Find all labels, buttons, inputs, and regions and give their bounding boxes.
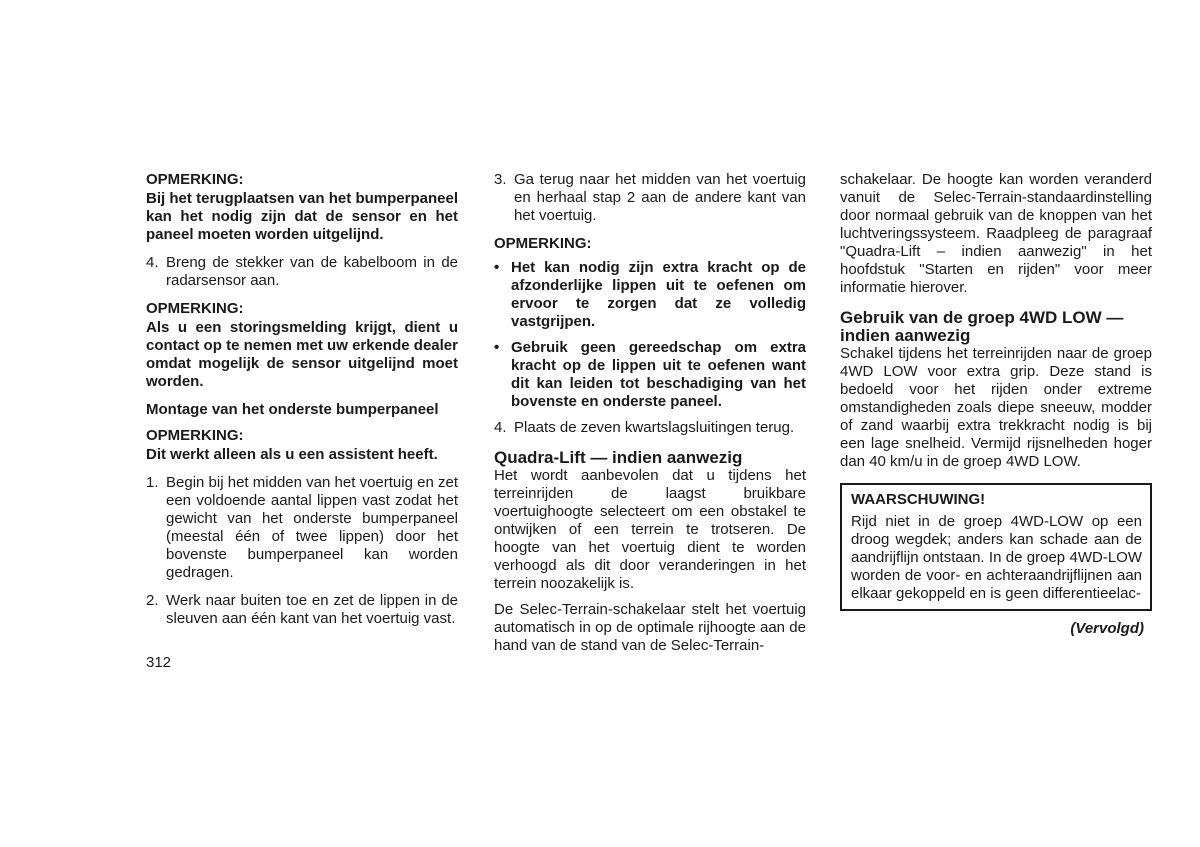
step-text: Begin bij het midden van het voertuig en zet een voldoende aantal lippen vast zodat het gewicht van het onderste bumperpaneel (meestal één of twee lippen) door het bovenste bumperpaneel kan worden gedragen. [166, 474, 458, 581]
continued-label: (Vervolgd) [1070, 620, 1144, 637]
step-number: 2. [146, 592, 159, 609]
paragraph: Schakel tijdens het terreinrijden naar de groep 4WD LOW voor extra grip. Deze stand is bedoeld voor het rijden onder extreme omstandigheden zoals diepe sneeuw, modder of zand waarbij extra trekkracht nodig is bij een lage snelheid. Vermijd rijsnelheden hoger dan 40 km/u in de groep 4WD LOW. [840, 345, 1152, 470]
section-heading-line: Gebruik van de groep 4WD LOW — [840, 308, 1124, 327]
step-2 [146, 592, 458, 628]
note-title: OPMERKING: [146, 427, 244, 444]
section-subheading: Montage van het onderste bumperpaneel [146, 401, 439, 418]
section-heading: Quadra-Lift — indien aanwezig [494, 448, 743, 467]
warning-title: WAARSCHUWING! [851, 491, 986, 508]
step-3 [494, 171, 806, 225]
column-left [146, 171, 458, 628]
step-text: Breng de stekker van de kabelboom in de radarsensor aan. [166, 254, 458, 289]
bullet-marker: • [494, 259, 500, 276]
step-number: 4. [146, 254, 159, 271]
paragraph: Het wordt aanbevolen dat u tijdens het terreinrijden de laagst bruikbare voertuighoogte selecteert om een obstakel te ontwijken of een terrein te trotseren. De hoogte van het voertuig dient te worden verhoogd als dit door veranderingen in het terrein noozakelijk is. [494, 467, 806, 592]
note-title: OPMERKING: [494, 235, 592, 252]
step-4 [146, 254, 458, 290]
step-4 [494, 419, 806, 437]
step-number: 4. [494, 419, 507, 436]
step-1 [146, 474, 458, 582]
section-heading-line: indien aanwezig [840, 326, 971, 345]
step-text: Plaats de zeven kwartslagsluitingen terug. [514, 419, 795, 436]
section-heading [840, 309, 1152, 345]
step-number: 3. [494, 171, 507, 188]
note-body: Bij het terugplaatsen van het bumperpaneel kan het nodig zijn dat de sensor en het paneel moeten worden uitgelijnd. [146, 190, 458, 243]
step-text: Ga terug naar het midden van het voertuig en herhaal stap 2 aan de andere kant van het voertuig. [514, 171, 806, 224]
bullet-text: Gebruik geen gereedschap om extra kracht op de lippen uit te oefenen want dit kan leiden tot beschadiging van het bovenste en onderste paneel. [511, 339, 806, 410]
note-body: Dit werkt alleen als u een assistent heeft. [146, 446, 438, 463]
paragraph-continued: schakelaar. De hoogte kan worden veranderd vanuit de Selec-Terrain-standaardinstelling door normaal gebruik van de knoppen van het luchtveringssysteem. Raadpleeg de paragraaf "Quadra-Lift – indien aanwezig" in het hoofdstuk "Starten en rijden" voor meer informatie hierover. [840, 171, 1152, 296]
step-number: 1. [146, 474, 159, 491]
warning-box [840, 483, 1152, 611]
bullet-item [494, 339, 806, 411]
bullet-text: Het kan nodig zijn extra kracht op de afzonderlijke lippen uit te oefenen om ervoor te zorgen dat ze volledig vastgrijpen. [511, 259, 806, 330]
bullet-marker: • [494, 339, 500, 356]
note-title: OPMERKING: [146, 171, 244, 188]
warning-body: Rijd niet in de groep 4WD-LOW op een droog wegdek; anders kan schade aan de aandrijflijn ontstaan. In de groep 4WD-LOW worden de voor- en achteraandrijflijnen aan elkaar gekoppeld en is geen differentieelac- [851, 513, 1142, 602]
note-title: OPMERKING: [146, 300, 244, 317]
column-right [840, 171, 1152, 638]
page-number: 312 [146, 654, 172, 671]
step-text: Werk naar buiten toe en zet de lippen in de sleuven aan één kant van het voertuig vast. [166, 592, 458, 627]
note-body: Als u een storingsmelding krijgt, dient u contact op te nemen met uw erkende dealer omdat mogelijk de sensor uitgelijnd moet worden. [146, 319, 458, 390]
column-middle [494, 171, 806, 655]
bullet-item [494, 259, 806, 331]
paragraph: De Selec-Terrain-schakelaar stelt het voertuig automatisch in op de optimale rijhoogte aan de hand van de stand van de Selec-Terrain- [494, 601, 806, 654]
